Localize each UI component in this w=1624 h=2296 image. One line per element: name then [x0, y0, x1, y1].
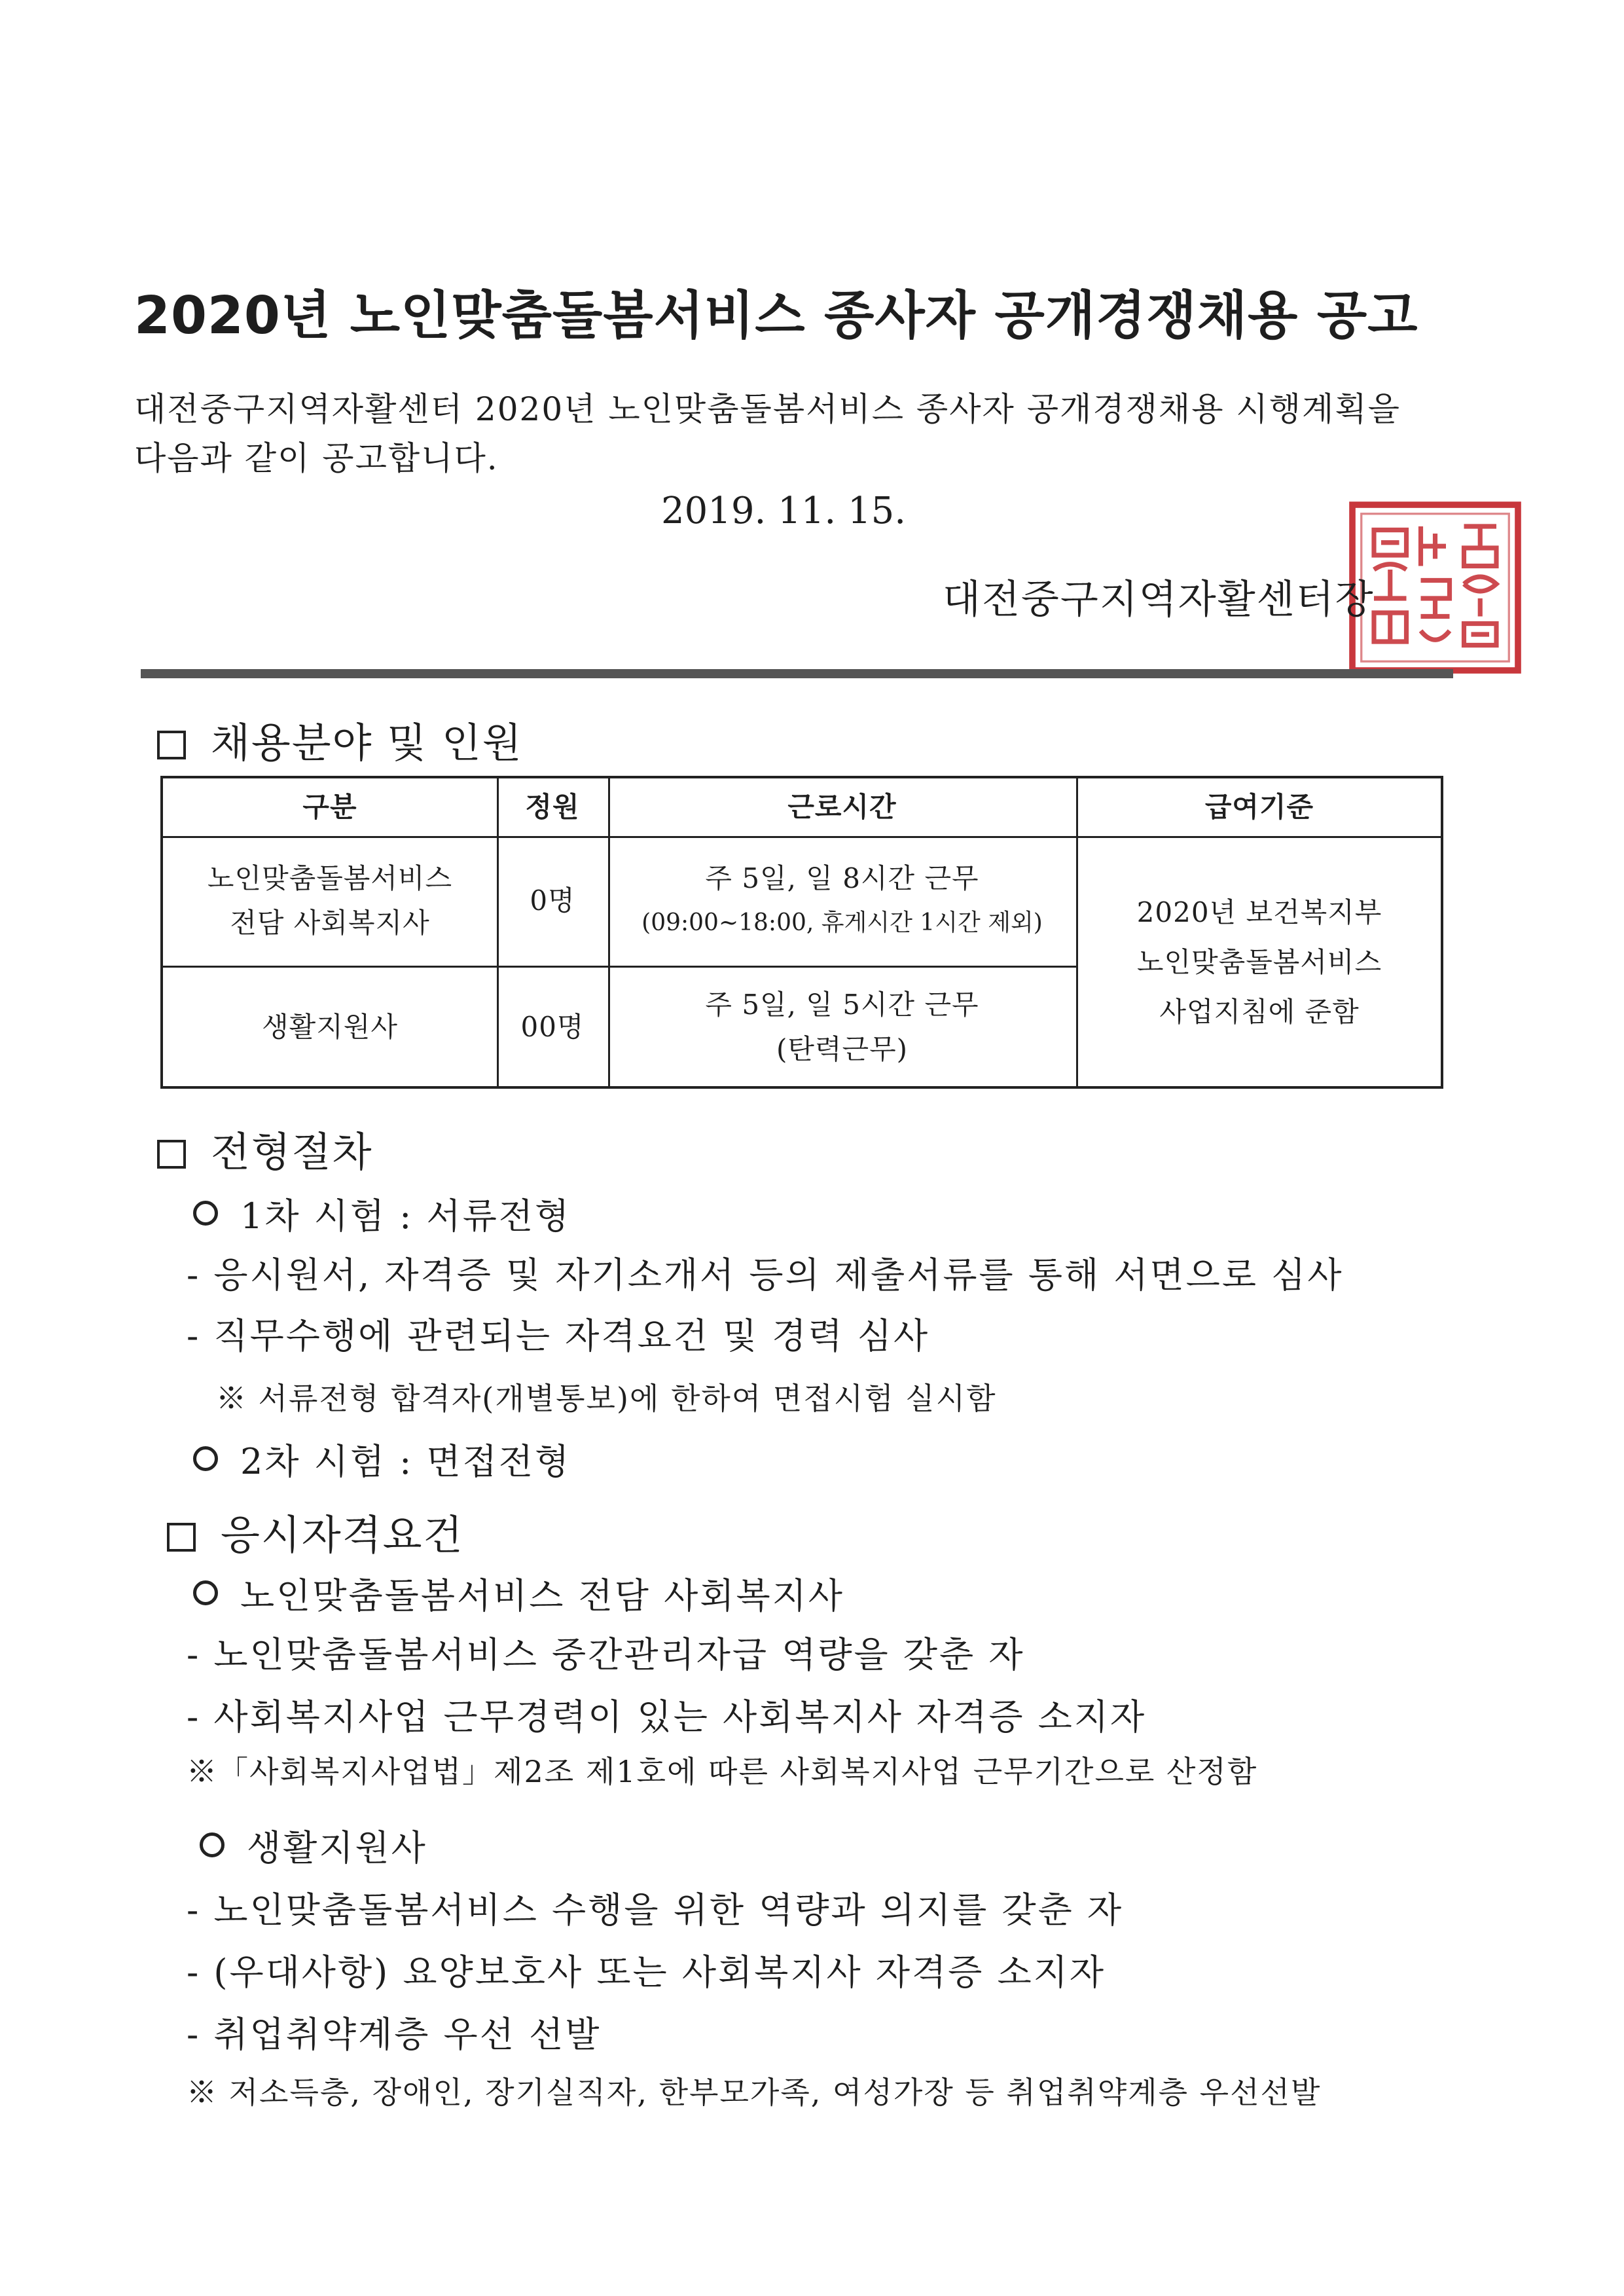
salary-line: 사업지침에 준함	[1159, 995, 1360, 1028]
section-eligibility	[167, 1503, 463, 1561]
list-item: - 사회복지사업 근무경력이 있는 사회복지사 자격증 소지자	[187, 1696, 1147, 1738]
list-item: - 응시원서, 자격증 및 자기소개서 등의 제출서류를 통해 서면으로 심사	[187, 1254, 1344, 1296]
table-header-category: 구분	[302, 791, 357, 823]
intro-line-2: 다음과 같이 공고합니다.	[134, 439, 499, 477]
document-title: 2020년 노인맞춤돌봄서비스 종사자 공개경쟁채용 공고	[134, 285, 1418, 346]
section-title: 채용분야 및 인원	[211, 719, 523, 767]
category-line: 노인맞춤돌봄서비스	[207, 862, 453, 894]
note: ※ 서류전형 합격자(개별통보)에 한하여 면접시험 실시함	[216, 1381, 997, 1416]
step-label: 2차 시험 : 면접전형	[240, 1441, 571, 1482]
list-item: - 노인맞춤돌봄서비스 중간관리자급 역량을 갖춘 자	[187, 1634, 1025, 1675]
salary-line: 2020년 보건복지부	[1136, 896, 1382, 928]
list-item: - 취업취약계층 우선 선발	[187, 2014, 602, 2055]
list-item: - 직무수행에 관련되는 자격요건 및 경력 심사	[187, 1315, 930, 1357]
table-row	[163, 968, 497, 1086]
intro-line-1: 대전중구지역자활센터 2020년 노인맞춤돌봄서비스 종사자 공개경쟁채용 시행계획을	[134, 390, 1401, 428]
checkbox-icon	[157, 1140, 186, 1169]
circle-bullet-icon	[200, 1832, 225, 1857]
step-label: 1차 시험 : 서류전형	[240, 1195, 571, 1237]
circle-bullet-icon	[193, 1580, 218, 1605]
checkbox-icon	[157, 731, 186, 759]
group-title: 생활지원사	[247, 1827, 427, 1868]
section-title: 전형절차	[211, 1128, 373, 1176]
section-selection-process	[157, 1120, 373, 1178]
table-row	[163, 836, 497, 966]
hours-line: (09:00~18:00, 휴게시간 1시간 제외)	[641, 909, 1043, 936]
quota-cell: 00명	[520, 1010, 585, 1043]
checkbox-icon	[167, 1523, 196, 1552]
hours-line: 주 5일, 일 8시간 근무	[705, 862, 979, 894]
salary-cell	[1078, 838, 1441, 1086]
eligibility-group-1	[193, 1568, 844, 1618]
list-item: - (우대사항) 요양보호사 또는 사회복지사 자격증 소지자	[187, 1952, 1106, 1993]
note: ※ 저소득층, 장애인, 장기실직자, 한부모가족, 여성가장 등 취업취약계층 우선선발	[187, 2075, 1322, 2110]
hours-cell	[608, 968, 1076, 1086]
hours-cell	[608, 836, 1076, 966]
hours-line: (탄력근무)	[776, 1032, 909, 1065]
category-line: 전담 사회복지사	[230, 907, 430, 939]
group-title: 노인맞춤돌봄서비스 전담 사회복지사	[240, 1575, 844, 1616]
section-recruitment	[157, 710, 523, 769]
signer-name: 대전중구지역자활센터장	[943, 577, 1375, 623]
header-divider	[141, 669, 1453, 678]
step-1	[193, 1188, 571, 1239]
table-header-salary: 급여기준	[1204, 791, 1314, 823]
list-item: - 노인맞춤돌봄서비스 수행을 위한 역량과 의지를 갖춘 자	[187, 1889, 1124, 1931]
section-title: 응시자격요건	[221, 1511, 464, 1559]
step-2	[193, 1434, 571, 1484]
quota-cell: 0명	[530, 884, 575, 917]
category-line: 생활지원사	[262, 1010, 398, 1043]
hours-line: 주 5일, 일 5시간 근무	[705, 988, 979, 1021]
salary-line: 노인맞춤돌봄서비스	[1136, 945, 1382, 978]
circle-bullet-icon	[193, 1201, 218, 1226]
recruitment-table	[160, 776, 1443, 1089]
announcement-date: 2019. 11. 15.	[661, 490, 907, 532]
table-header-hours: 근로시간	[787, 791, 897, 823]
table-header-quota: 정원	[525, 791, 580, 823]
note: ※「사회복지사업법」제2조 제1호에 따른 사회복지사업 근무기간으로 산정함	[187, 1754, 1258, 1789]
circle-bullet-icon	[193, 1446, 218, 1471]
eligibility-group-2	[200, 1820, 427, 1870]
